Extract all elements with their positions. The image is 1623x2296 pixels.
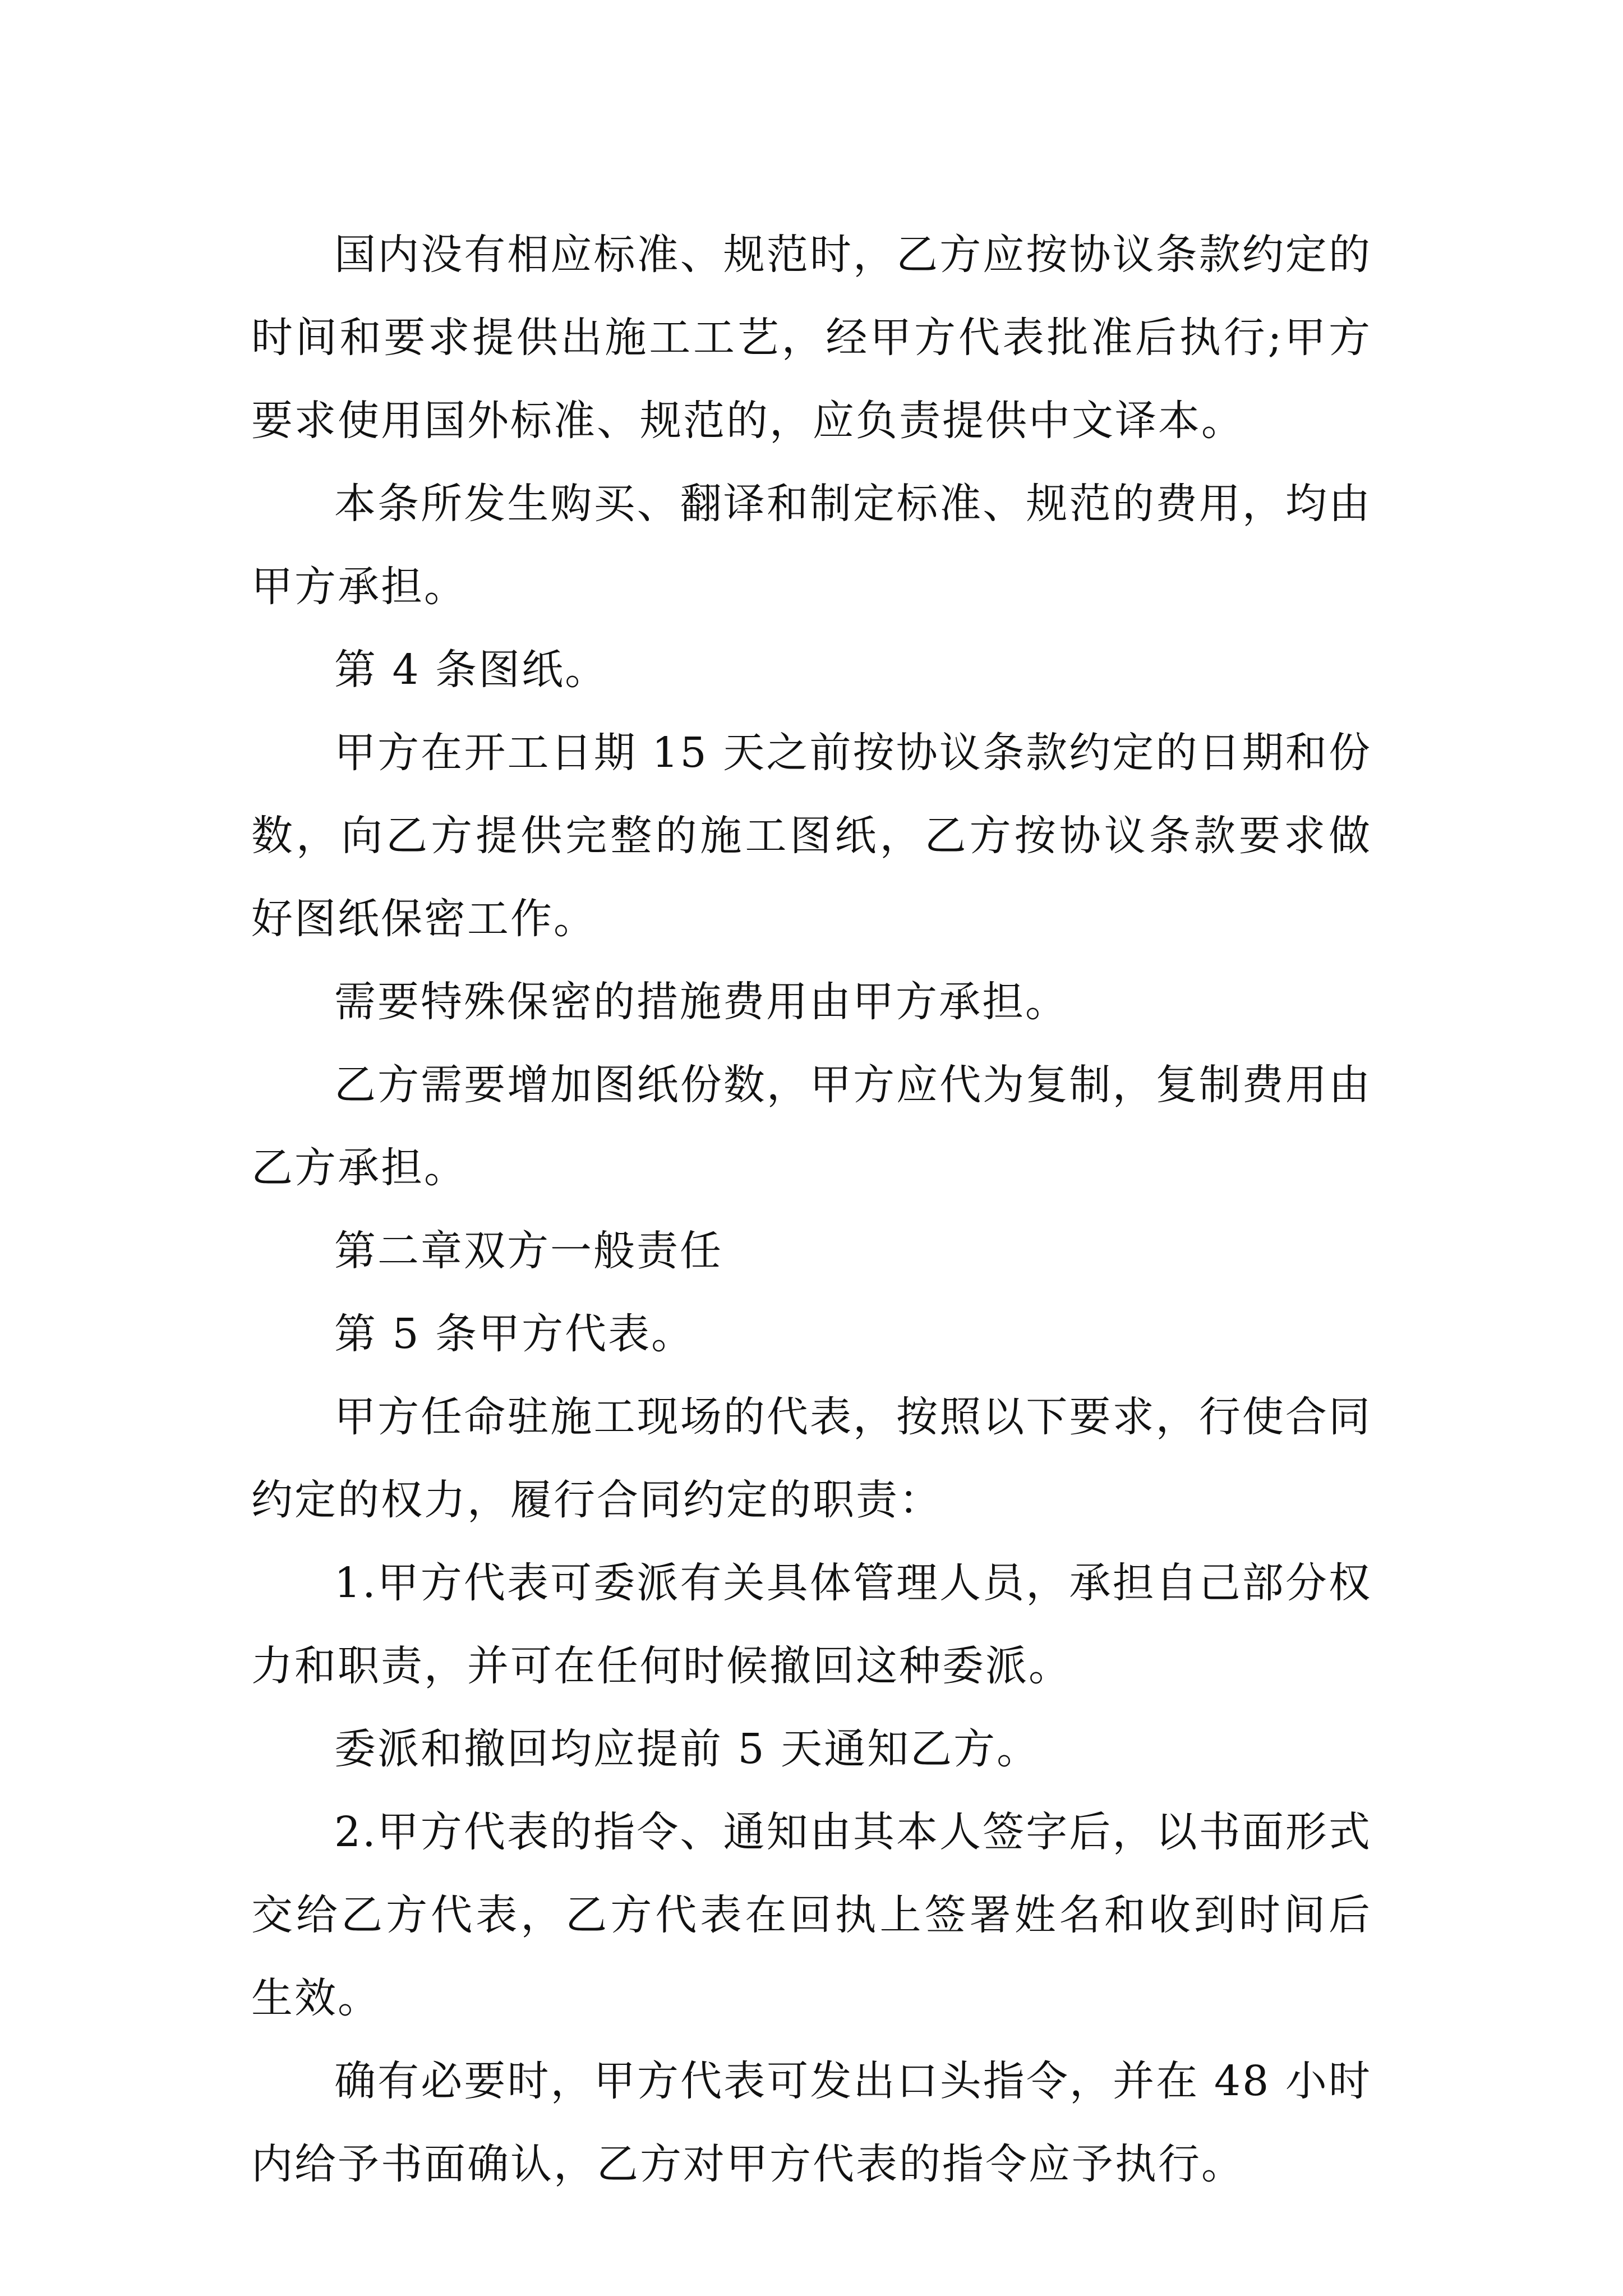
paragraph-standards-cost: 本条所发生购买、翻译和制定标准、规范的费用，均由甲方承担。 bbox=[251, 480, 1372, 611]
paragraph-drawings-supply: 甲方在开工日期 15 天之前按协议条款约定的日期和份数，向乙方提供完整的施工图纸，乙方按协议条款要求做好图纸保密工作。 bbox=[251, 729, 1372, 943]
clause-1-delegation: 1.甲方代表可委派有关具体管理人员，承担自己部分权力和职责，并可在任何时候撤回这种委派。 bbox=[251, 1559, 1372, 1690]
paragraph-extra-copies: 乙方需要增加图纸份数，甲方应代为复制，复制费用由乙方承担。 bbox=[251, 1061, 1372, 1192]
document-body bbox=[251, 213, 1372, 2206]
paragraph-delegation-notice: 委派和撤回均应提前 5 天通知乙方。 bbox=[334, 1725, 1040, 1773]
paragraph-confidentiality-cost: 需要特殊保密的措施费用由甲方承担。 bbox=[334, 978, 1068, 1026]
article-5-heading: 第 5 条甲方代表。 bbox=[334, 1310, 695, 1358]
paragraph-standards: 国内没有相应标准、规范时，乙方应按协议条款约定的时间和要求提供出施工工艺，经甲方代表批准后执行;甲方要求使用国外标准、规范的，应负责提供中文译本。 bbox=[251, 231, 1372, 445]
chapter-2-heading: 第二章双方一般责任 bbox=[334, 1227, 723, 1275]
article-4-heading: 第 4 条图纸。 bbox=[334, 646, 608, 694]
clause-2-instructions: 2.甲方代表的指令、通知由其本人签字后，以书面形式交给乙方代表，乙方代表在回执上签署姓名和收到时间后生效。 bbox=[251, 1808, 1372, 2022]
paragraph-oral-instructions: 确有必要时，甲方代表可发出口头指令，并在 48 小时内给予书面确认，乙方对甲方代表的指令应予执行。 bbox=[251, 2057, 1372, 2188]
paragraph-representative-duties: 甲方任命驻施工现场的代表，按照以下要求，行使合同约定的权力，履行合同约定的职责： bbox=[251, 1393, 1372, 1524]
